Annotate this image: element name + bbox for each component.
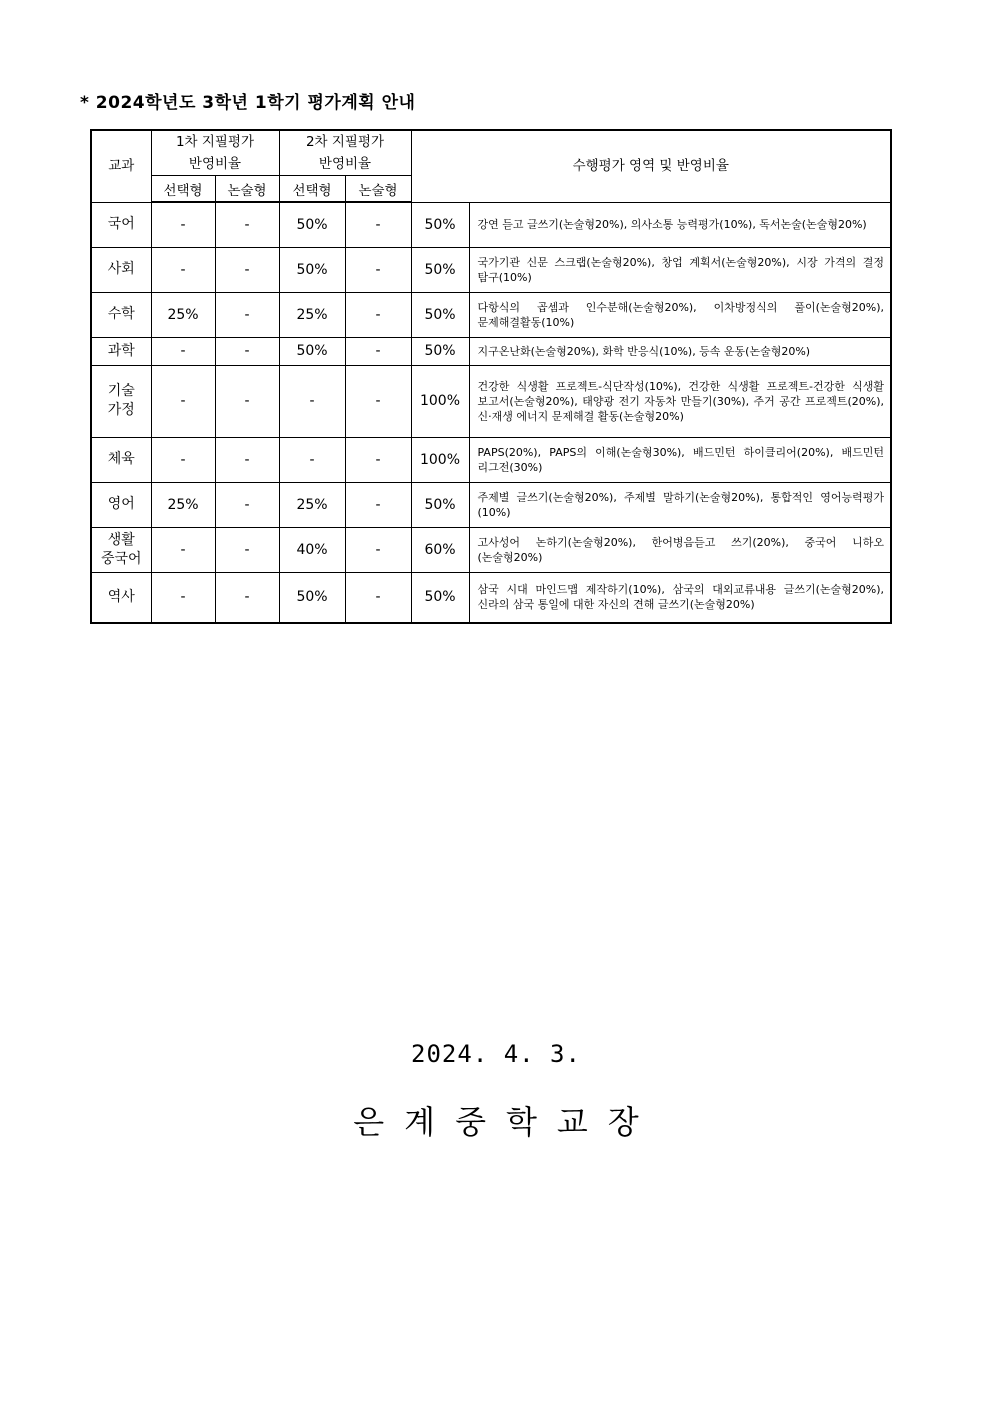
- performance-desc-cell: 강연 듣고 글쓰기(논술형20%), 의사소통 능력평가(10%), 독서논술(논술형20%): [469, 202, 891, 247]
- performance-ratio-cell: 50%: [411, 572, 469, 623]
- exam2-essay-cell: -: [345, 202, 411, 247]
- performance-ratio-cell: 100%: [411, 365, 469, 437]
- exam2-essay-cell: -: [345, 292, 411, 337]
- exam2-choice-cell: 25%: [279, 482, 345, 527]
- exam2-choice-cell: 50%: [279, 202, 345, 247]
- performance-ratio-cell: 60%: [411, 527, 469, 572]
- exam1-essay-cell: -: [215, 365, 279, 437]
- exam2-essay-cell: -: [345, 247, 411, 292]
- subject-name: 수학: [107, 306, 135, 322]
- exam1-choice-cell: 25%: [151, 482, 215, 527]
- exam2-choice-cell: 50%: [279, 572, 345, 623]
- table-row: [91, 202, 891, 247]
- exam1-essay-cell: -: [215, 247, 279, 292]
- header-exam2-essay: 논술형: [345, 176, 411, 203]
- exam2-choice-cell: -: [279, 437, 345, 482]
- table-row: [91, 437, 891, 482]
- header-exam1-essay: 논술형: [215, 176, 279, 203]
- subject-name-line2: 중국어: [100, 550, 142, 567]
- performance-desc-cell: 국가기관 신문 스크랩(논술형20%), 창업 계획서(논술형20%), 시장 가격의 결정 탐구(10%): [469, 247, 891, 292]
- exam1-essay-cell: -: [215, 337, 279, 365]
- table-row: [91, 572, 891, 623]
- header-subject: 교과: [91, 130, 151, 202]
- subject-cell: [91, 437, 151, 482]
- subject-cell: [91, 337, 151, 365]
- exam1-essay-cell: -: [215, 482, 279, 527]
- subject-cell: [91, 482, 151, 527]
- exam2-essay-cell: -: [345, 365, 411, 437]
- header-exam2-choice: 선택형: [279, 176, 345, 203]
- performance-desc-cell: 다항식의 곱셈과 인수분해(논술형20%), 이차방정식의 풀이(논술형20%), 문제해결활동(10%): [469, 292, 891, 337]
- exam2-choice-cell: 50%: [279, 337, 345, 365]
- table-row: [91, 247, 891, 292]
- header-exam2-line2: 반영비율: [318, 156, 372, 172]
- header-exam2: [279, 130, 411, 176]
- evaluation-plan-table: [90, 129, 892, 624]
- header-exam1-line2: 반영비율: [188, 156, 242, 172]
- performance-desc-cell: 지구온난화(논술형20%), 화학 반응식(10%), 등속 운동(논술형20%): [469, 337, 891, 365]
- exam2-essay-cell: -: [345, 337, 411, 365]
- document-date: 2024. 4. 3.: [411, 1040, 581, 1068]
- header-exam1-choice: 선택형: [151, 176, 215, 203]
- exam1-essay-cell: -: [215, 437, 279, 482]
- performance-desc-cell: 주제별 글쓰기(논술형20%), 주제별 말하기(논술형20%), 통합적인 영어능력평가(10%): [469, 482, 891, 527]
- exam2-essay-cell: -: [345, 572, 411, 623]
- performance-desc-cell: 건강한 식생활 프로젝트-식단작성(10%), 건강한 식생활 프로젝트-건강한 식생활 보고서(논술형20%), 태양광 전기 자동차 만들기(30%), 주거 공간 프로젝트(20%), 신·재생 에너지 문제해결 활동(논술형20%): [469, 365, 891, 437]
- exam1-choice-cell: -: [151, 365, 215, 437]
- subject-cell: [91, 202, 151, 247]
- performance-ratio-cell: 50%: [411, 202, 469, 247]
- exam1-choice-cell: -: [151, 527, 215, 572]
- exam1-choice-cell: -: [151, 247, 215, 292]
- performance-ratio-cell: 100%: [411, 437, 469, 482]
- subject-name: 영어: [107, 496, 135, 512]
- exam1-choice-cell: 25%: [151, 292, 215, 337]
- exam2-essay-cell: -: [345, 437, 411, 482]
- header-exam2-line1: 2차 지필평가: [305, 134, 385, 150]
- exam2-choice-cell: -: [279, 365, 345, 437]
- subject-name: 체육: [107, 451, 135, 467]
- exam1-choice-cell: -: [151, 437, 215, 482]
- subject-name: 기술: [107, 383, 135, 399]
- subject-cell: [91, 572, 151, 623]
- subject-cell: [91, 365, 151, 437]
- table-row: [91, 337, 891, 365]
- exam2-essay-cell: -: [345, 482, 411, 527]
- exam1-choice-cell: -: [151, 202, 215, 247]
- exam1-essay-cell: -: [215, 572, 279, 623]
- header-exam1-line1: 1차 지필평가: [175, 134, 255, 150]
- table-row: [91, 482, 891, 527]
- table-row: [91, 292, 891, 337]
- page-title: * 2024학년도 3학년 1학기 평가계획 안내: [80, 93, 416, 113]
- performance-desc-cell: 고사성어 논하기(논술형20%), 한어병음듣고 쓰기(20%), 중국어 니하오(논술형20%): [469, 527, 891, 572]
- performance-desc-cell: PAPS(20%), PAPS의 이해(논술형30%), 배드민턴 하이클리어(20%), 배드민턴 리그전(30%): [469, 437, 891, 482]
- performance-ratio-cell: 50%: [411, 337, 469, 365]
- exam1-essay-cell: -: [215, 292, 279, 337]
- exam2-choice-cell: 40%: [279, 527, 345, 572]
- subject-name: 사회: [107, 261, 135, 277]
- subject-name: 과학: [107, 342, 135, 359]
- exam1-essay-cell: -: [215, 202, 279, 247]
- principal-signature-line: 은계중학교장: [353, 1103, 659, 1141]
- exam2-choice-cell: 25%: [279, 292, 345, 337]
- performance-ratio-cell: 50%: [411, 292, 469, 337]
- exam1-choice-cell: -: [151, 572, 215, 623]
- exam1-choice-cell: -: [151, 337, 215, 365]
- header-performance: 수행평가 영역 및 반영비율: [411, 130, 891, 202]
- table-row: [91, 365, 891, 437]
- exam1-essay-cell: -: [215, 527, 279, 572]
- performance-ratio-cell: 50%: [411, 247, 469, 292]
- performance-desc-cell: 삼국 시대 마인드맵 제작하기(10%), 삼국의 대외교류내용 글쓰기(논술형20%), 신라의 삼국 통일에 대한 자신의 견해 글쓰기(논술형20%): [469, 572, 891, 623]
- table-body: [91, 202, 891, 623]
- subject-cell: [91, 292, 151, 337]
- table-row: [91, 527, 891, 572]
- subject-name-line2: 가정: [107, 402, 135, 418]
- exam2-choice-cell: 50%: [279, 247, 345, 292]
- header-exam1: [151, 130, 279, 176]
- exam2-essay-cell: -: [345, 527, 411, 572]
- subject-cell: [91, 247, 151, 292]
- subject-cell: [91, 527, 151, 572]
- subject-name: 국어: [107, 216, 135, 232]
- subject-name: 역사: [107, 588, 135, 605]
- performance-ratio-cell: 50%: [411, 482, 469, 527]
- subject-name: 생활: [107, 531, 135, 548]
